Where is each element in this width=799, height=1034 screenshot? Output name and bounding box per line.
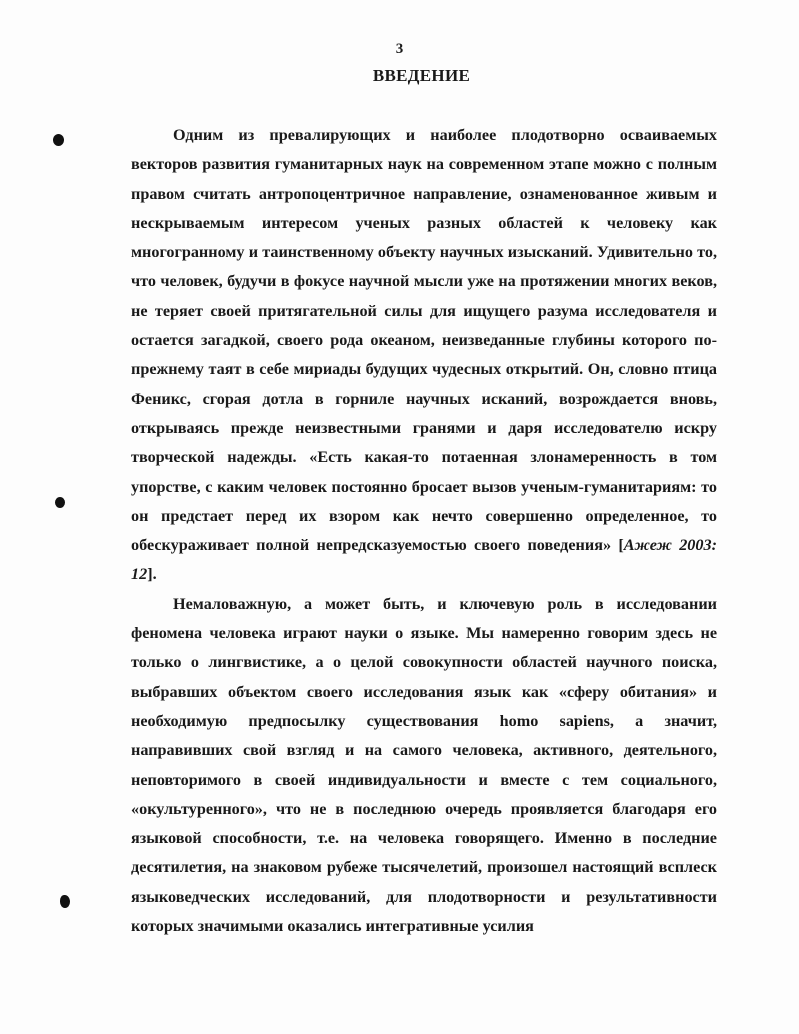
punch-hole-mark [53, 134, 64, 146]
paragraph-1 [131, 121, 717, 590]
section-heading: ВВЕДЕНИЕ [372, 66, 471, 85]
citation-reference: Ажеж 2003: 12 [131, 536, 717, 584]
paragraph-1-end: ]. [147, 565, 157, 584]
paragraph-1-text: Одним из превалирующих и наиболее плодотворно осваиваемых векторов развития гуманитарных наук на современном этапе можно с полным правом считать антропоцентричное направление, ознаменованное живым и нескрываемым интересом ученых разных областей к человеку как многогранному и таинственному объекту научных изысканий. Удивительно то, что человек, будучи в фокусе научной мысли уже на протяжении многих веков, не теряет своей притягательной силы для ищущего разума исследователя и остается загадкой, своего рода океаном, неизведанные глубины которого по-прежнему таят в себе мириады будущих чудесных открытий. Он, словно птица Феникс, сгорая дотла в горниле научных исканий, возрождается вновь, открываясь прежде неизвестными гранями и даря исследователю искру творческой надежды. «Есть какая-то потаенная злонамеренность в том упорстве, с каким человек постоянно бросает вызов ученым-гуманитариям: то он предстает перед их взором как нечто совершенно определенное, то обескураживает полной непредсказуемостью своего поведения» [ [131, 126, 717, 555]
page-number: 3 [395, 41, 404, 57]
body-text [131, 121, 717, 941]
punch-hole-mark [60, 895, 70, 908]
punch-hole-mark [55, 497, 65, 508]
paragraph-2: Немаловажную, а может быть, и ключевую роль в исследовании феномена человека играют науки о языке. Мы намеренно говорим здесь не только о лингвистике, а о целой совокупности областей научного поиска, выбравших объектом своего исследования язык как «сферу обитания» и необходимую предпосылку существования homo sapiens, а значит, направивших свой взгляд и на самого человека, активного, деятельного, неповторимого в своей индивидуальности и вместе с тем социального, «окультуренного», что не в последнюю очередь проявляется благодаря его языковой способности, т.е. на человека говорящего. Именно в последние десятилетия, на знаковом рубеже тысячелетий, произошел настоящий всплеск языковедческих исследований, для плодотворности и результативности которых значимыми оказались интегративные усилия [131, 594, 717, 936]
